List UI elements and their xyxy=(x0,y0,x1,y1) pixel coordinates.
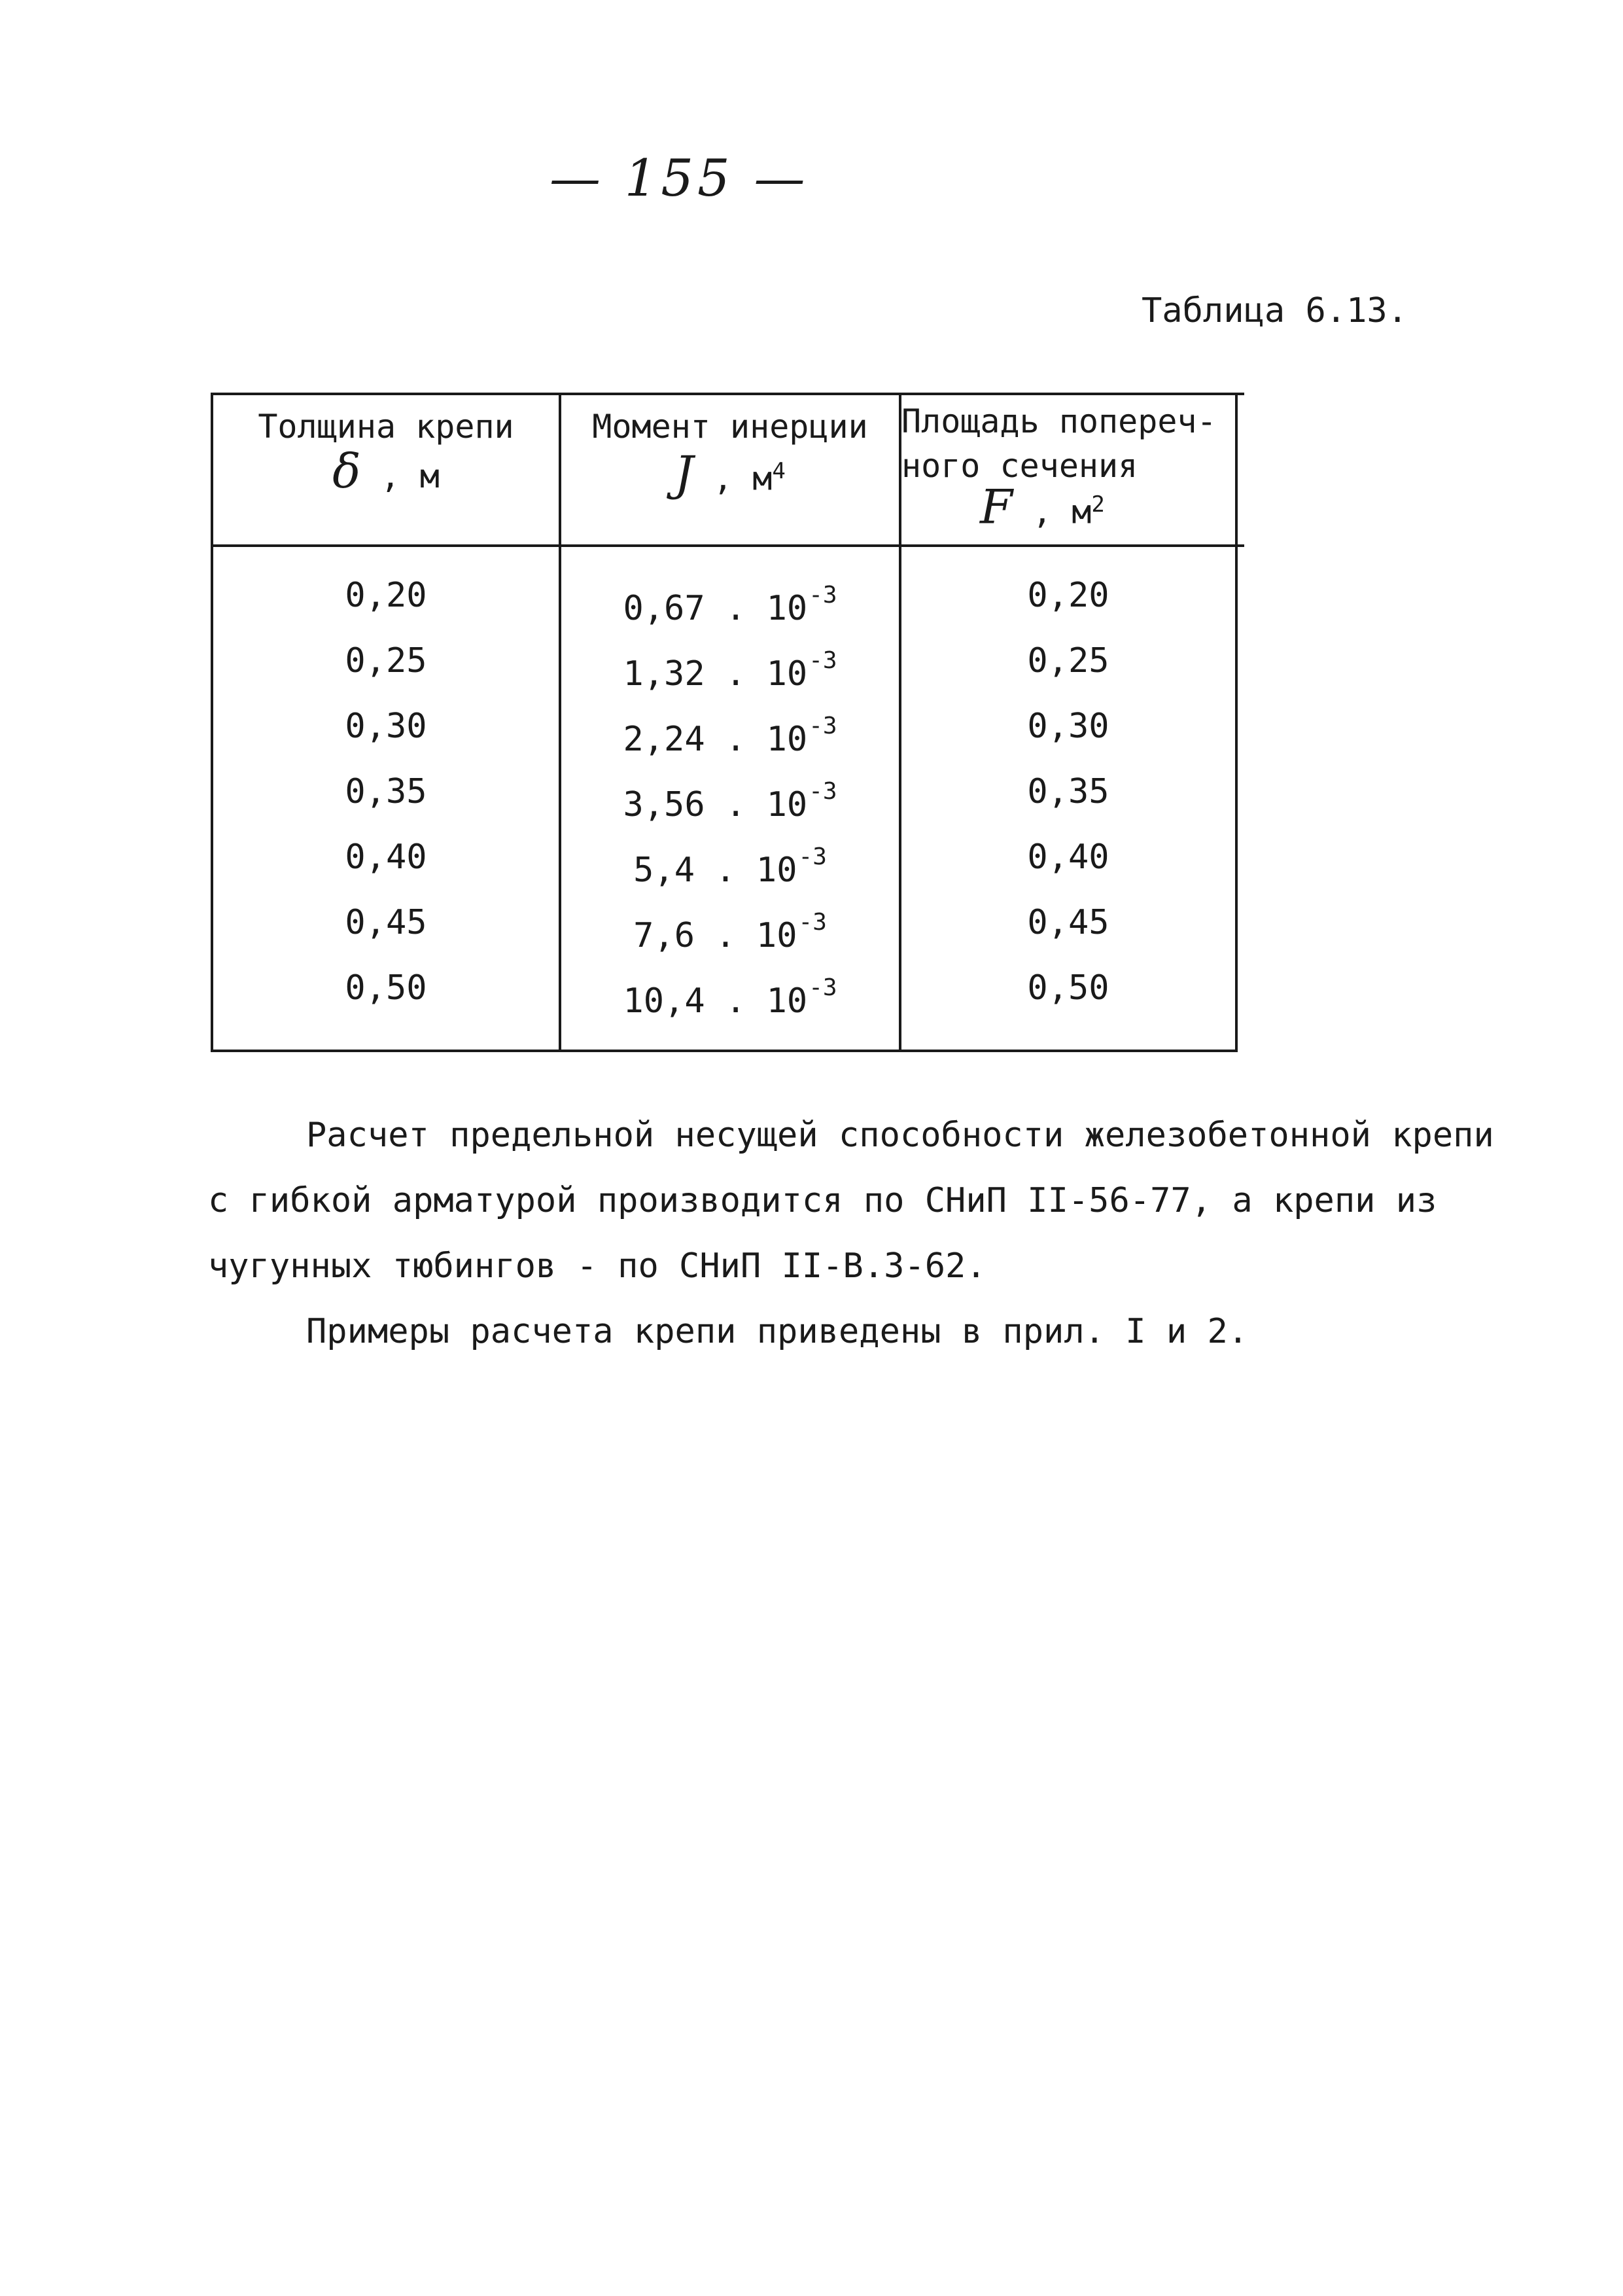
inertia-exponent: -3 xyxy=(809,974,837,1001)
area-unit: , м xyxy=(1032,493,1092,531)
inertia-value: 2,24 . 10 xyxy=(623,720,808,759)
table-header-divider xyxy=(211,544,1244,547)
cell-area: 0,45 xyxy=(1027,903,1109,942)
cell-inertia xyxy=(561,824,899,890)
cell-thickness: 0,25 xyxy=(345,641,427,680)
cell-thickness: 0,40 xyxy=(345,838,427,877)
inertia-symbol: J xyxy=(674,446,693,501)
cell-thickness: 0,20 xyxy=(345,576,427,615)
inertia-value: 10,4 . 10 xyxy=(623,981,808,1021)
inertia-exponent: -3 xyxy=(809,582,837,609)
header-inertia-symbol-line xyxy=(561,446,899,501)
cell-area: 0,30 xyxy=(1027,707,1109,746)
header-inertia-label: Момент инерции xyxy=(592,408,868,446)
cell-area: 0,40 xyxy=(1027,838,1109,877)
paragraph-1-line-3: чугунных тюбингов - по СНиП II-В.3-62. xyxy=(208,1246,986,1286)
area-unit-exponent: 2 xyxy=(1091,491,1105,518)
inertia-value: 5,4 . 10 xyxy=(633,851,797,890)
data-table xyxy=(211,393,1244,1052)
area-symbol: F xyxy=(980,479,1013,535)
header-thickness xyxy=(213,404,559,499)
header-area-label-1: Площадь попереч- xyxy=(901,402,1217,440)
inertia-exponent: -3 xyxy=(798,909,827,936)
cell-thickness: 0,45 xyxy=(345,903,427,942)
cell-thickness: 0,30 xyxy=(345,707,427,746)
paragraph-2: Примеры расчета крепи приведены в прил. I и 2. xyxy=(306,1312,1249,1351)
header-thickness-label: Толщина крепи xyxy=(258,408,514,446)
inertia-exponent: -3 xyxy=(809,713,837,739)
cell-area: 0,50 xyxy=(1027,968,1109,1008)
inertia-value: 1,32 . 10 xyxy=(623,654,808,694)
cell-inertia xyxy=(561,694,899,759)
header-inertia xyxy=(561,404,899,501)
cell-area: 0,25 xyxy=(1027,641,1109,680)
inertia-value: 7,6 . 10 xyxy=(633,916,797,955)
inertia-value: 0,67 . 10 xyxy=(623,589,808,628)
table-bottom-border xyxy=(211,1050,1236,1052)
thickness-unit: , м xyxy=(380,457,440,495)
cell-inertia xyxy=(561,759,899,824)
inertia-exponent: -3 xyxy=(809,647,837,674)
cell-inertia xyxy=(561,563,899,628)
inertia-exponent: -3 xyxy=(809,778,837,805)
inertia-value: 3,56 . 10 xyxy=(623,785,808,824)
cell-thickness: 0,50 xyxy=(345,968,427,1008)
header-area-symbol-line xyxy=(980,479,1255,535)
inertia-unit-exponent: 4 xyxy=(772,458,786,484)
header-area-label-2: ного сечения xyxy=(901,447,1138,485)
inertia-exponent: -3 xyxy=(798,843,827,870)
paragraph-1-line-1: Расчет предельной несущей способности железобетонной крепи xyxy=(306,1116,1494,1155)
page-number: — 155 — xyxy=(550,149,809,208)
thickness-symbol: δ xyxy=(332,444,361,499)
table-title: Таблица 6.13. xyxy=(1142,291,1408,330)
cell-area: 0,35 xyxy=(1027,772,1109,811)
header-thickness-symbol-line xyxy=(213,444,559,499)
header-area xyxy=(901,399,1255,535)
table-top-border xyxy=(211,393,1244,395)
cell-inertia xyxy=(561,628,899,694)
paragraph-1-line-2: с гибкой арматурой производится по СНиП II-56-77, а крепи из xyxy=(208,1181,1437,1220)
cell-inertia xyxy=(561,955,899,1021)
cell-area: 0,20 xyxy=(1027,576,1109,615)
cell-inertia xyxy=(561,890,899,955)
inertia-unit: , м xyxy=(713,459,773,498)
cell-thickness: 0,35 xyxy=(345,772,427,811)
